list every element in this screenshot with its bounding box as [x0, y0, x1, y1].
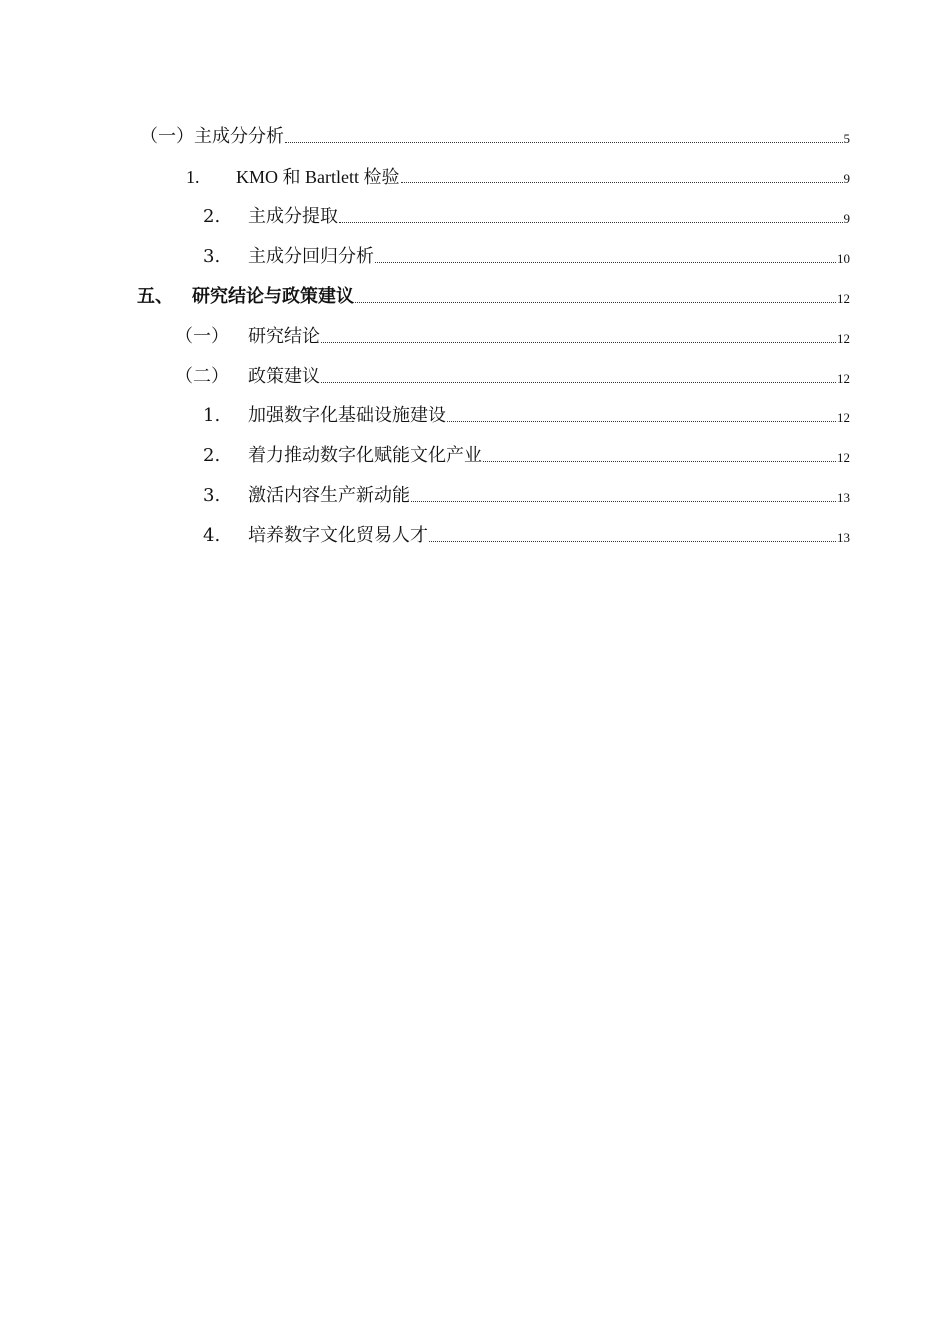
dot-leader	[339, 222, 843, 223]
dot-leader	[401, 182, 843, 183]
dot-leader	[429, 541, 836, 542]
toc-entry[interactable]	[175, 358, 850, 388]
toc-entry-number: 1.	[186, 167, 200, 187]
toc-entry-number: 3.	[203, 485, 221, 506]
toc-entry-number: （一）	[175, 326, 229, 347]
toc-entry[interactable]	[203, 517, 850, 547]
toc-entry[interactable]	[186, 158, 850, 188]
toc-entry-page: 10	[837, 251, 850, 266]
toc-entry[interactable]	[175, 318, 850, 348]
toc-entry-page: 9	[843, 211, 850, 226]
toc-entry-title: 主成分回归分析	[248, 246, 374, 267]
toc-entry-number: 1.	[203, 405, 221, 426]
toc-entry-number: 4.	[203, 525, 221, 546]
toc-entry-page: 12	[837, 331, 850, 346]
dot-leader	[375, 262, 836, 263]
toc-entry-page: 5	[843, 131, 850, 146]
toc-entry-number: 五、	[137, 286, 173, 307]
dot-leader	[411, 501, 836, 502]
dot-leader	[321, 342, 836, 343]
dot-leader	[447, 421, 836, 422]
toc-entry-title: 激活内容生产新动能	[248, 485, 410, 506]
toc-entry-title: KMO 和 Bartlett 检验	[236, 167, 400, 187]
toc-entry-title: 主成分分析	[194, 126, 284, 147]
toc-entry[interactable]	[137, 278, 850, 308]
toc-entry-page: 12	[837, 450, 850, 465]
toc-entry-page: 12	[837, 410, 850, 425]
toc-entry-title: 培养数字文化贸易人才	[248, 525, 428, 546]
toc-entry-title: 加强数字化基础设施建设	[248, 405, 446, 426]
toc-entry-title: 主成分提取	[248, 206, 338, 227]
dot-leader	[483, 461, 836, 462]
toc-entry[interactable]	[203, 477, 850, 507]
toc-entry-page: 12	[837, 291, 850, 306]
toc-entry-page: 13	[837, 530, 850, 545]
dot-leader	[321, 382, 836, 383]
toc-entry-page: 12	[837, 371, 850, 386]
toc-entry[interactable]	[140, 118, 850, 148]
toc-entry[interactable]	[203, 238, 850, 268]
toc-entry-number: 2.	[203, 206, 221, 227]
toc-entry-page: 9	[843, 171, 850, 186]
toc-entry-title: 政策建议	[248, 366, 320, 387]
dot-leader	[355, 302, 836, 303]
toc-entry-title: 研究结论与政策建议	[192, 286, 354, 307]
toc-entry-number: （二）	[175, 366, 229, 387]
toc-entry[interactable]	[203, 437, 850, 467]
toc-entry[interactable]	[203, 198, 850, 228]
toc-entry[interactable]	[203, 397, 850, 427]
toc-entry-number: 3.	[203, 246, 221, 267]
toc-entry-number: 2.	[203, 445, 221, 466]
dot-leader	[285, 142, 843, 143]
toc-entry-title: 着力推动数字化赋能文化产业	[248, 445, 482, 466]
toc-entry-page: 13	[837, 490, 850, 505]
toc-entry-title: 研究结论	[248, 326, 320, 347]
toc-entry-number: （一）	[140, 126, 194, 147]
